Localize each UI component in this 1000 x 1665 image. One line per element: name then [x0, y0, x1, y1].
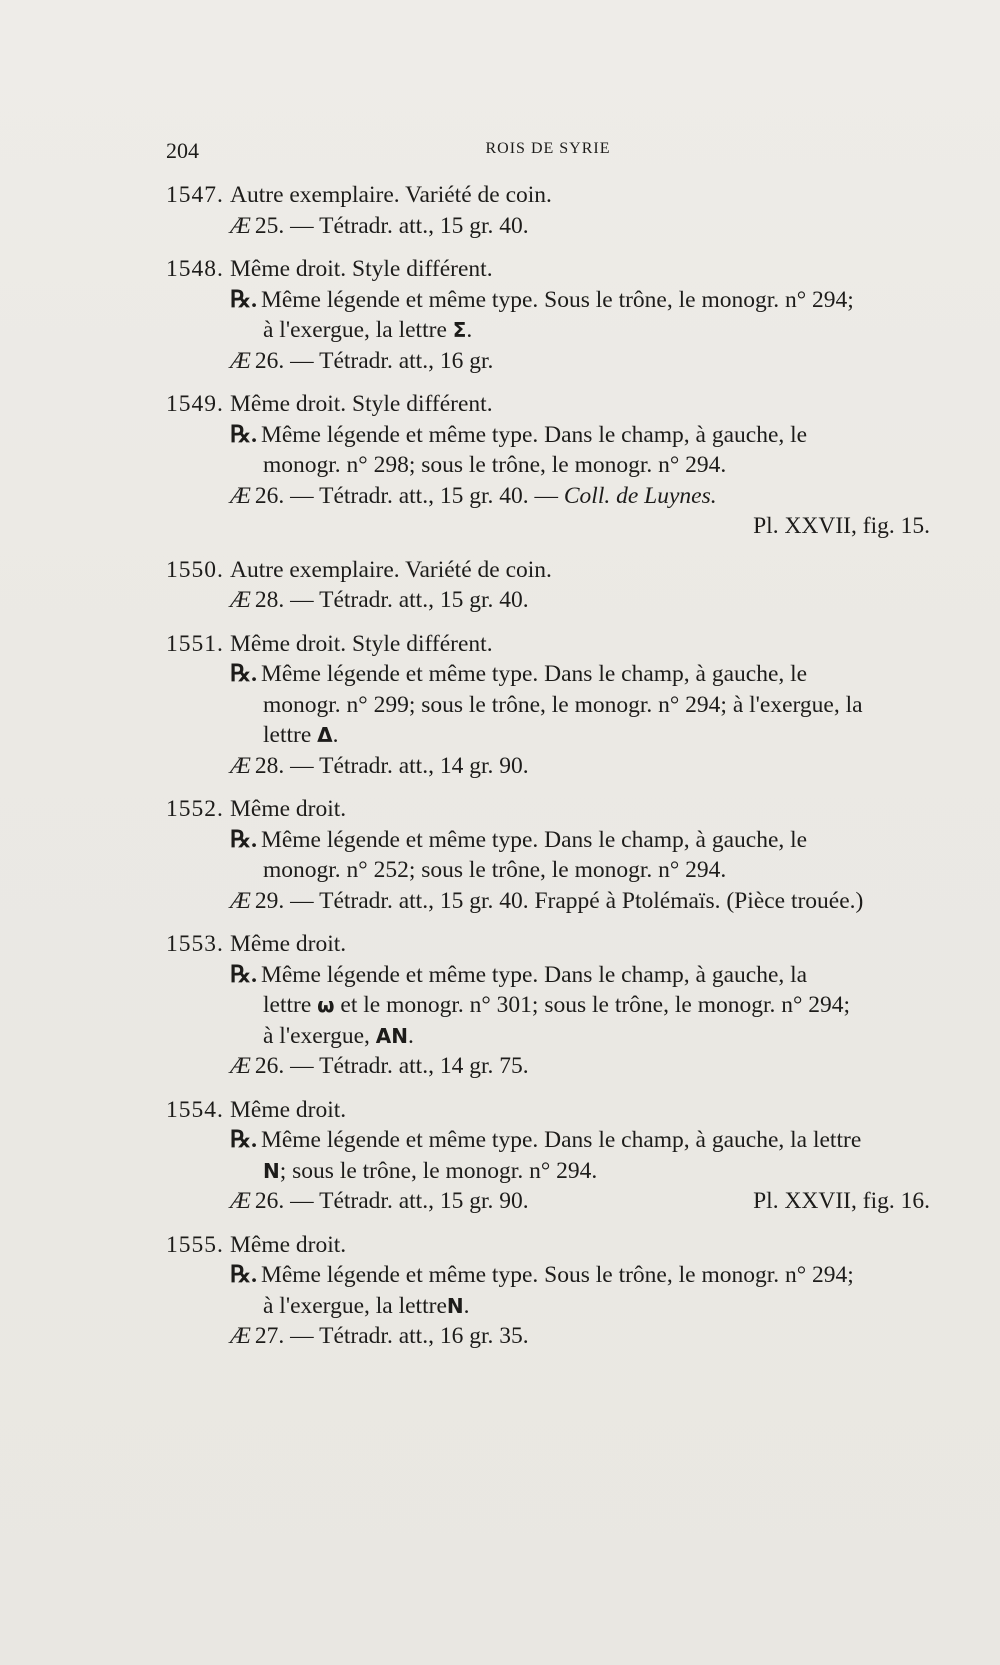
running-head — [166, 138, 930, 162]
silver-symbol: Æ — [230, 347, 251, 374]
punctuation: . — [407, 1022, 414, 1049]
reverse-text: à l'exergue, — [263, 1022, 370, 1049]
entry-number: 1551. — [166, 630, 224, 657]
entry-number: 1553. — [166, 931, 224, 957]
reverse-text: à l'exergue, la lettre — [263, 1292, 447, 1319]
silver-symbol: Æ — [230, 887, 251, 914]
collection-name: Coll. de Luynes. — [563, 482, 717, 509]
silver-symbol: Æ — [230, 1323, 251, 1349]
entry-number: 1547. — [166, 182, 224, 208]
reverse-text: Même légende et même type. Dans le champ, à gauche, le — [260, 421, 808, 448]
coin-details: 26. — Tétradr. att., 15 gr. 40. — — [254, 482, 558, 509]
entry-description: Autre exemplaire. Variété de coin. — [230, 556, 552, 583]
entry-number: 1549. — [166, 391, 224, 417]
entry-number: 1548. — [166, 256, 224, 282]
coin-details: 26. — Tétradr. att., 15 gr. 90. — [254, 1188, 529, 1214]
entry-1553 — [166, 929, 930, 1082]
entry-1548 — [166, 254, 930, 376]
reverse-text: Même légende et même type. Sous le trône, le monogr. n° 294; — [260, 1262, 854, 1288]
reverse-text: monogr. n° 252; sous le trône, le monogr. n° 294. — [263, 857, 727, 883]
entry-number: 1554. — [166, 1096, 224, 1123]
coin-details: 27. — Tétradr. att., 16 gr. 35. — [254, 1323, 529, 1349]
entry-description: Même droit. Style différent. — [230, 256, 493, 282]
punctuation: . — [463, 1292, 470, 1319]
entry-description: Même droit. — [230, 1231, 347, 1258]
reverse-symbol: ℞. — [230, 1127, 257, 1153]
entry-1551 — [166, 629, 930, 782]
entry-description: Même droit. Style différent. — [230, 630, 493, 657]
reverse-symbol: ℞. — [230, 826, 257, 853]
plate-reference: Pl. XXVII, fig. 15. — [753, 513, 930, 539]
reverse-text: monogr. n° 298; sous le trône, le monogr. n° 294. — [263, 452, 727, 478]
coin-details: 26. — Tétradr. att., 14 gr. 75. — [254, 1053, 529, 1079]
entry-1547 — [166, 180, 930, 241]
coin-details: 26. — Tétradr. att., 16 gr. — [254, 347, 494, 374]
reverse-text: Même légende et même type. Dans le champ, à gauche, le — [260, 661, 808, 687]
running-title: ROIS DE SYRIE — [485, 140, 611, 157]
entry-number: 1552. — [166, 796, 224, 822]
coin-details: 28. — Tétradr. att., 14 gr. 90. — [254, 752, 529, 779]
entry-1550 — [166, 555, 930, 616]
silver-symbol: Æ — [230, 752, 251, 779]
reverse-text: à l'exergue, la lettre — [263, 317, 447, 343]
reverse-text: Même légende et même type. Dans le champ, à gauche, la — [260, 961, 808, 988]
reverse-text: lettre — [263, 992, 312, 1018]
punctuation: . — [466, 317, 473, 343]
greek-letter: Ν — [446, 1293, 464, 1318]
entry-description: Même droit. Style différent. — [230, 391, 493, 417]
greek-letters: ΑΝ — [375, 1023, 408, 1048]
entry-description: Même droit. — [230, 1096, 347, 1123]
reverse-text: ; sous le trône, le monogr. n° 294. — [279, 1157, 598, 1184]
reverse-text: Même légende et même type. Dans le champ, à gauche, la lettre — [260, 1127, 862, 1153]
silver-symbol: Æ — [230, 587, 251, 613]
reverse-text: Même légende et même type. Sous le trône, le monogr. n° 294; — [260, 286, 854, 313]
page-number: 204 — [166, 138, 199, 163]
silver-symbol: Æ — [230, 1053, 251, 1079]
entry-1549 — [166, 389, 930, 542]
entry-number: 1550. — [166, 556, 224, 583]
silver-symbol: Æ — [230, 482, 251, 509]
entry-description: Même droit. — [230, 931, 347, 957]
greek-letter: ω — [317, 993, 335, 1017]
reverse-symbol: ℞. — [230, 421, 257, 448]
entry-description: Autre exemplaire. Variété de coin. — [230, 182, 552, 208]
reverse-symbol: ℞. — [230, 1262, 257, 1288]
coin-details: 28. — Tétradr. att., 15 gr. 40. — [254, 587, 529, 613]
entry-number: 1555. — [166, 1231, 224, 1258]
silver-symbol: Æ — [230, 1188, 251, 1214]
entry-description: Même droit. — [230, 796, 347, 822]
entry-1554 — [166, 1095, 930, 1217]
entry-1552 — [166, 794, 930, 916]
reverse-symbol: ℞. — [230, 961, 257, 988]
greek-letter: Ν — [263, 1158, 280, 1183]
reverse-symbol: ℞. — [230, 286, 257, 313]
reverse-text: Même légende et même type. Dans le champ, à gauche, le — [260, 826, 808, 853]
reverse-text: lettre — [263, 722, 312, 748]
plate-reference: Pl. XXVII, fig. 16. — [753, 1188, 930, 1214]
reverse-text: et le monogr. n° 301; sous le trône, le monogr. n° 294; — [340, 992, 851, 1018]
catalogue-entries — [166, 180, 930, 1365]
coin-details: 29. — Tétradr. att., 15 gr. 40. Frappé à Ptolémaïs. (Pièce trouée.) — [254, 887, 864, 914]
silver-symbol: Æ — [230, 212, 251, 239]
entry-1555 — [166, 1230, 930, 1352]
greek-letter: Δ — [317, 723, 333, 747]
greek-letter: Σ — [452, 318, 467, 342]
reverse-symbol: ℞. — [230, 661, 257, 687]
punctuation: . — [332, 722, 339, 748]
reverse-text: monogr. n° 299; sous le trône, le monogr. n° 294; à l'exergue, la — [263, 691, 863, 718]
coin-details: 25. — Tétradr. att., 15 gr. 40. — [254, 212, 529, 239]
